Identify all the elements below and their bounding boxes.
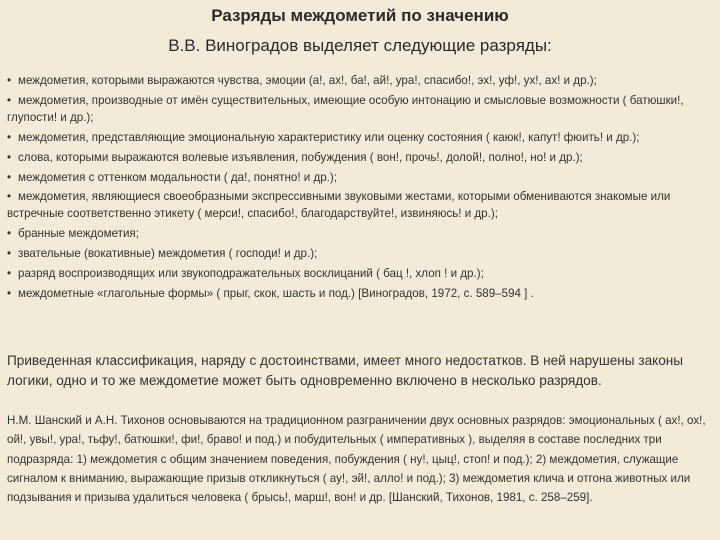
bullet-icon: • [7, 190, 12, 204]
list-item-text: междометия, производные от имён существительных, имеющие особую интонацию и смысловые возможности ( батюшки!, глупости! и др.); [7, 93, 684, 124]
list-item [7, 266, 707, 283]
bullet-icon: • [7, 227, 12, 241]
shansky-tikhonov-paragraph: Н.М. Шанский и А.Н. Тихонов основываются на традиционном разграничении двух основных разрядов: эмоциональных ( ах!, ох!, ой!, увы!, ура!, тьфу!, батюшки!, фи!, браво! и под.) и побудительных ( императивных ), выделяя в составе последних три подразряда: 1) междометия с общим значением поведения, побуждения ( ну!, цыц!, стоп! и под.); 2) междометия, служащие сигналом к вниманию, выражающие призыв откликнуться ( ау!, эй!, алло! и под.); 3) междометия клича и отгона животных или подзывания и призыва удалиться человека ( брысь!, марш!, вон! и др. [Шанский, Тихонов, 1981, с. 258–259]. [7, 414, 706, 505]
list-item [7, 170, 707, 187]
list-item-text: слова, которыми выражаются волевые изъявления, побуждения ( вон!, прочь!, долой!, полно!, но! и др.); [18, 150, 583, 164]
list-item [7, 246, 707, 263]
list-item [7, 130, 707, 147]
list-item-text: междометия с оттенком модальности ( да!, понятно! и др.); [18, 170, 337, 184]
bullet-icon: • [7, 267, 12, 281]
list-item [7, 150, 707, 167]
list-item-text: междометия, являющиеся своеобразными экспрессивными звуковыми жестами, которыми обмениваются знакомые или встречные соответственно этикету ( мерси!, спасибо!, благодарствуйте!, извиняюсь! и др.); [7, 190, 671, 221]
critique-paragraph: Приведенная классификация, наряду с достоинствами, имеет много недостатков. В ней нарушены законы логики, одно и то же междометие может быть одновременно включено в несколько разрядов. [7, 353, 684, 388]
list-item [7, 189, 707, 223]
list-item [7, 286, 707, 303]
bullet-icon: • [7, 130, 12, 144]
slide-title: Разряды междометий по значению [211, 6, 509, 25]
bullet-icon: • [7, 150, 12, 164]
bullet-icon: • [7, 286, 12, 300]
bullet-icon: • [7, 247, 12, 261]
list-item-text: бранные междометия; [18, 227, 139, 241]
classification-list [7, 73, 707, 306]
list-item [7, 226, 707, 243]
list-item [7, 73, 707, 90]
list-item-text: междометные «глагольные формы» ( прыг, скок, шасть и под.) [Виноградов, 1972, с. 589–594 ] . [18, 286, 534, 300]
bullet-icon: • [7, 170, 12, 184]
list-item-text: разряд воспроизводящих или звукоподражательных восклицаний ( бац !, хлоп ! и др.); [18, 267, 484, 281]
list-item [7, 93, 707, 127]
bullet-icon: • [7, 93, 12, 107]
list-item-text: междометия, которыми выражаются чувства, эмоции (а!, ах!, ба!, ай!, ура!, спасибо!, эх!, уф!, ух!, ах! и др.); [18, 74, 597, 87]
list-item-text: междометия, представляющие эмоциональную характеристику или оценку состояния ( каюк!, капут! фюить! и др.); [18, 130, 640, 144]
list-item-text: звательные (вокативные) междометия ( господи! и др.); [18, 247, 318, 261]
bullet-icon: • [7, 74, 12, 87]
slide-subtitle: В.В. Виноградов выделяет следующие разряды: [168, 36, 552, 55]
